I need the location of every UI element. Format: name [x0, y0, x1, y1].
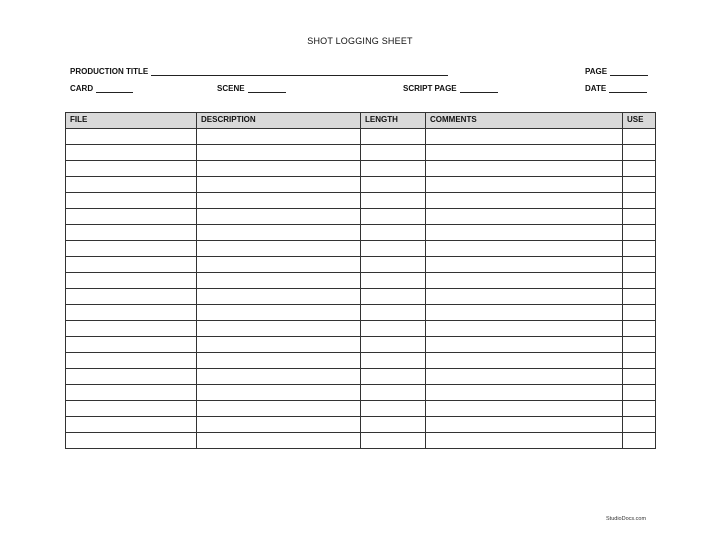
script-page-label: SCRIPT PAGE [403, 84, 457, 93]
table-row [66, 433, 656, 449]
cell-use[interactable] [623, 257, 656, 273]
cell-file[interactable] [66, 257, 197, 273]
production-title-blank[interactable] [151, 67, 448, 76]
cell-use[interactable] [623, 273, 656, 289]
table-row [66, 305, 656, 321]
table-row [66, 401, 656, 417]
cell-description[interactable] [197, 401, 361, 417]
cell-length[interactable] [361, 209, 426, 225]
cell-length[interactable] [361, 417, 426, 433]
cell-file[interactable] [66, 369, 197, 385]
table-row [66, 417, 656, 433]
script-page-field [403, 84, 498, 93]
cell-length[interactable] [361, 433, 426, 449]
scene-field [217, 84, 286, 93]
cell-length[interactable] [361, 273, 426, 289]
cell-length[interactable] [361, 321, 426, 337]
table-header-row [66, 113, 656, 129]
card-field [70, 84, 133, 93]
cell-comments[interactable] [426, 273, 623, 289]
cell-file[interactable] [66, 161, 197, 177]
cell-file[interactable] [66, 337, 197, 353]
page-field [585, 67, 648, 76]
cell-comments[interactable] [426, 353, 623, 369]
cell-description[interactable] [197, 385, 361, 401]
cell-comments[interactable] [426, 129, 623, 145]
cell-comments[interactable] [426, 177, 623, 193]
cell-description[interactable] [197, 321, 361, 337]
cell-description[interactable] [197, 289, 361, 305]
production-title-label: PRODUCTION TITLE [70, 67, 149, 76]
cell-use[interactable] [623, 353, 656, 369]
cell-use[interactable] [623, 433, 656, 449]
cell-length[interactable] [361, 161, 426, 177]
cell-use[interactable] [623, 241, 656, 257]
cell-file[interactable] [66, 305, 197, 321]
cell-file[interactable] [66, 177, 197, 193]
cell-file[interactable] [66, 385, 197, 401]
cell-file[interactable] [66, 353, 197, 369]
shot-log-table [65, 112, 656, 449]
page-label: PAGE [585, 67, 608, 76]
cell-description[interactable] [197, 225, 361, 241]
page-blank[interactable] [610, 67, 648, 76]
cell-comments[interactable] [426, 401, 623, 417]
cell-use[interactable] [623, 225, 656, 241]
cell-file[interactable] [66, 417, 197, 433]
cell-length[interactable] [361, 193, 426, 209]
card-label: CARD [70, 84, 94, 93]
cell-comments[interactable] [426, 321, 623, 337]
cell-use[interactable] [623, 305, 656, 321]
table-row [66, 321, 656, 337]
production-title-field [70, 67, 448, 76]
table-row [66, 161, 656, 177]
column-header-use: USE [623, 113, 656, 129]
cell-length[interactable] [361, 177, 426, 193]
cell-use[interactable] [623, 321, 656, 337]
cell-file[interactable] [66, 129, 197, 145]
table-row [66, 129, 656, 145]
cell-description[interactable] [197, 161, 361, 177]
cell-description[interactable] [197, 417, 361, 433]
cell-use[interactable] [623, 129, 656, 145]
cell-description[interactable] [197, 257, 361, 273]
cell-comments[interactable] [426, 241, 623, 257]
cell-comments[interactable] [426, 209, 623, 225]
table-row [66, 385, 656, 401]
site-credit: StudioDocs.com [606, 516, 647, 522]
cell-use[interactable] [623, 401, 656, 417]
cell-comments[interactable] [426, 305, 623, 321]
cell-file[interactable] [66, 225, 197, 241]
cell-description[interactable] [197, 145, 361, 161]
cell-use[interactable] [623, 193, 656, 209]
column-header-file: FILE [66, 113, 197, 129]
cell-description[interactable] [197, 433, 361, 449]
table-row [66, 353, 656, 369]
script-page-blank[interactable] [460, 84, 498, 93]
cell-description[interactable] [197, 177, 361, 193]
table-row [66, 193, 656, 209]
cell-length[interactable] [361, 385, 426, 401]
table-row [66, 369, 656, 385]
cell-comments[interactable] [426, 369, 623, 385]
cell-use[interactable] [623, 289, 656, 305]
table-row [66, 257, 656, 273]
cell-description[interactable] [197, 273, 361, 289]
cell-file[interactable] [66, 209, 197, 225]
column-header-comments: COMMENTS [426, 113, 623, 129]
cell-use[interactable] [623, 385, 656, 401]
cell-comments[interactable] [426, 161, 623, 177]
table-row [66, 289, 656, 305]
cell-file[interactable] [66, 241, 197, 257]
cell-description[interactable] [197, 209, 361, 225]
cell-file[interactable] [66, 289, 197, 305]
cell-length[interactable] [361, 241, 426, 257]
scene-blank[interactable] [248, 84, 286, 93]
cell-comments[interactable] [426, 225, 623, 241]
date-blank[interactable] [609, 84, 647, 93]
cell-length[interactable] [361, 257, 426, 273]
cell-length[interactable] [361, 225, 426, 241]
cell-use[interactable] [623, 145, 656, 161]
table-row [66, 241, 656, 257]
cell-length[interactable] [361, 337, 426, 353]
cell-comments[interactable] [426, 337, 623, 353]
cell-file[interactable] [66, 321, 197, 337]
cell-comments[interactable] [426, 257, 623, 273]
column-header-length: LENGTH [361, 113, 426, 129]
table-row [66, 337, 656, 353]
cell-description[interactable] [197, 369, 361, 385]
cell-description[interactable] [197, 193, 361, 209]
cell-comments[interactable] [426, 145, 623, 161]
sheet-title: SHOT LOGGING SHEET [307, 36, 413, 46]
cell-use[interactable] [623, 209, 656, 225]
cell-file[interactable] [66, 273, 197, 289]
cell-use[interactable] [623, 161, 656, 177]
date-field [585, 84, 647, 93]
table-row [66, 273, 656, 289]
cell-length[interactable] [361, 401, 426, 417]
table-row [66, 225, 656, 241]
cell-description[interactable] [197, 353, 361, 369]
table-row [66, 177, 656, 193]
cell-use[interactable] [623, 417, 656, 433]
cell-length[interactable] [361, 369, 426, 385]
cell-comments[interactable] [426, 193, 623, 209]
card-blank[interactable] [96, 84, 133, 93]
cell-description[interactable] [197, 337, 361, 353]
cell-comments[interactable] [426, 433, 623, 449]
cell-comments[interactable] [426, 385, 623, 401]
cell-description[interactable] [197, 129, 361, 145]
table-row [66, 145, 656, 161]
cell-length[interactable] [361, 305, 426, 321]
scene-label: SCENE [217, 84, 245, 93]
column-header-description: DESCRIPTION [197, 113, 361, 129]
cell-description[interactable] [197, 241, 361, 257]
table-row [66, 209, 656, 225]
cell-use[interactable] [623, 337, 656, 353]
cell-file[interactable] [66, 433, 197, 449]
cell-use[interactable] [623, 369, 656, 385]
cell-length[interactable] [361, 289, 426, 305]
cell-comments[interactable] [426, 417, 623, 433]
cell-description[interactable] [197, 305, 361, 321]
date-label: DATE [585, 84, 607, 93]
cell-comments[interactable] [426, 289, 623, 305]
cell-file[interactable] [66, 401, 197, 417]
cell-use[interactable] [623, 177, 656, 193]
cell-length[interactable] [361, 129, 426, 145]
cell-file[interactable] [66, 145, 197, 161]
cell-length[interactable] [361, 353, 426, 369]
cell-length[interactable] [361, 145, 426, 161]
cell-file[interactable] [66, 193, 197, 209]
